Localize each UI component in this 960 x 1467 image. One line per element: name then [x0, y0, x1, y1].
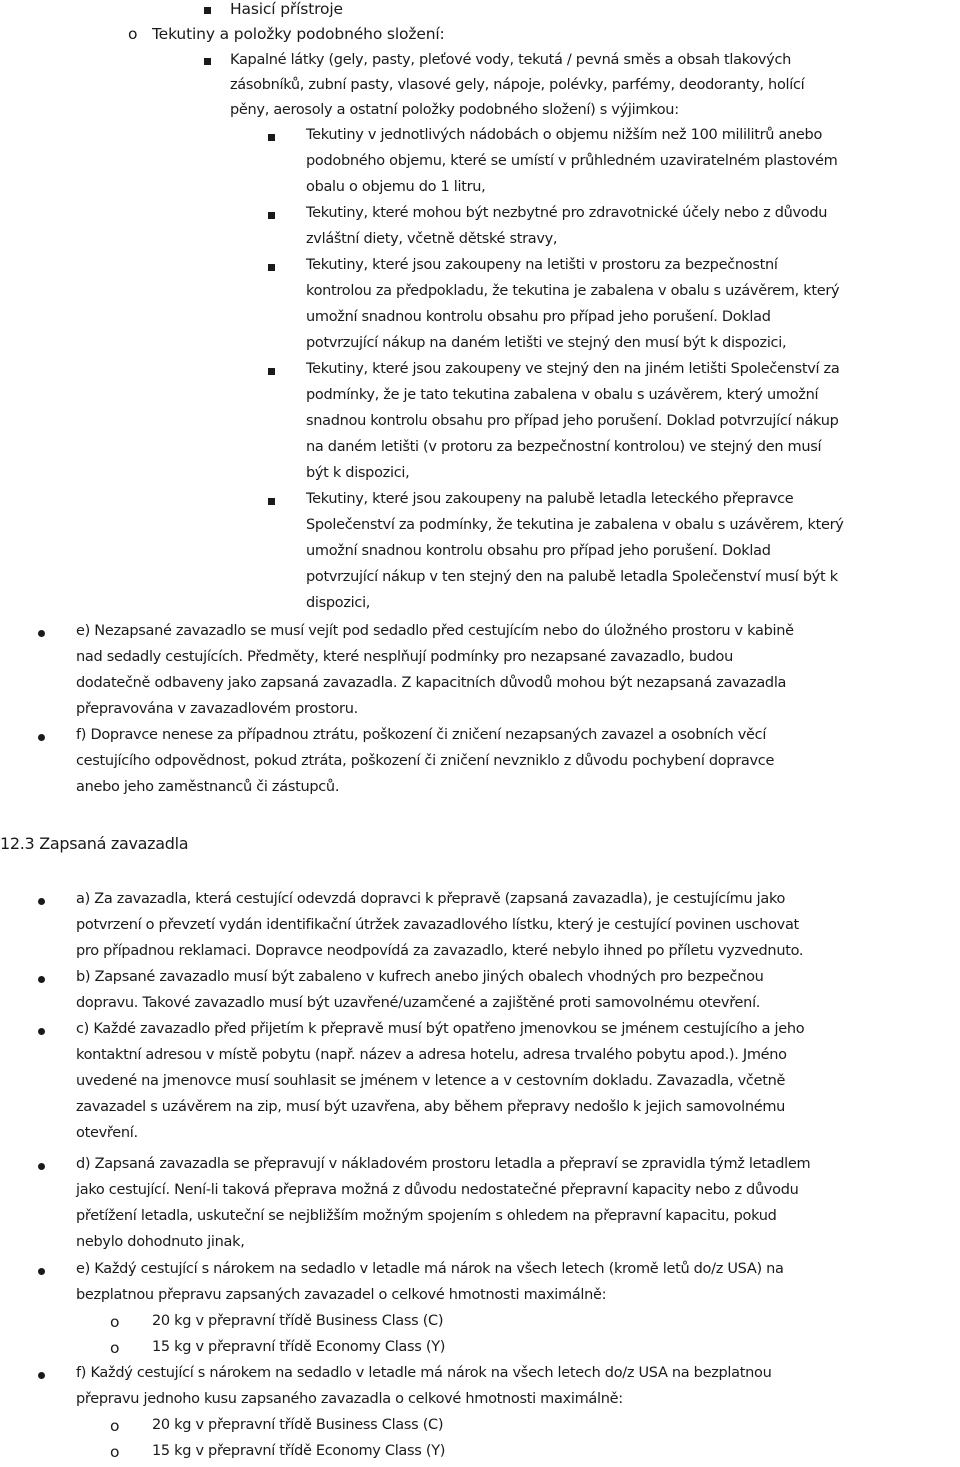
round-bullet-icon	[38, 630, 45, 637]
paragraph-line: anebo jeho zaměstnanců či zástupců.	[76, 779, 340, 795]
sub-list-item: 20 kg v přepravní třídě Business Class (C)	[152, 1417, 444, 1433]
list-item-text-line: dispozici,	[306, 595, 371, 611]
list-item-text-line: Tekutiny, které jsou zakoupeny na letišti v prostoru za bezpečnostní	[306, 257, 778, 273]
list-item-text-line: zásobníků, zubní pasty, vlasové gely, nápoje, polévky, parfémy, deodoranty, holící	[230, 77, 805, 93]
list-item-text-line: podobného objemu, které se umístí v průhledném uzaviratelném plastovém	[306, 153, 838, 169]
list-item-text-line: Tekutiny, které jsou zakoupeny ve stejný den na jiném letišti Společenství za	[306, 361, 840, 377]
paragraph-line: potvrzení o převzetí vydán identifikační útržek zavazadlového lístku, který je cestující povinen uschovat	[76, 917, 799, 933]
paragraph-line: f) Dopravce nenese za případnou ztrátu, poškození či zničení nezapsaných zavazel a osobních věcí	[76, 727, 767, 743]
paragraph-line: nebylo dohodnuto jinak,	[76, 1234, 245, 1250]
round-bullet-icon	[38, 734, 45, 741]
paragraph-line: bezplatnou přepravu zapsaných zavazadel o celkové hmotnosti maximálně:	[76, 1287, 607, 1303]
circle-bullet-icon: o	[110, 1443, 120, 1461]
round-bullet-icon	[38, 976, 45, 983]
list-item-text-line: Kapalné látky (gely, pasty, pleťové vody, tekutá / pevná směs a obsah tlakových	[230, 52, 792, 68]
paragraph-line: c) Každé zavazadlo před přijetím k přepravě musí být opatřeno jmenovkou se jménem cestujícího a jeho	[76, 1021, 805, 1037]
paragraph-line: e) Každý cestující s nárokem na sedadlo v letadle má nárok na všech letech (kromě letů do/z USA) na	[76, 1261, 784, 1277]
paragraph-line: kontaktní adresou v místě pobytu (např. název a adresa hotelu, adresa trvalého pobytu apod.). Jméno	[76, 1047, 787, 1063]
list-item-text-line: pěny, aerosoly a ostatní položky podobného složení) s výjimkou:	[230, 102, 679, 118]
list-item-text-line: potvrzující nákup v ten stejný den na palubě letadla Společenství musí být k	[306, 569, 838, 585]
round-bullet-icon	[38, 1372, 45, 1379]
circle-bullet-icon: o	[110, 1313, 120, 1331]
section-heading: 12.3 Zapsaná zavazadla	[0, 834, 189, 853]
round-bullet-icon	[38, 1268, 45, 1275]
list-item-text-line: umožní snadnou kontrolu obsahu pro případ jeho porušení. Doklad	[306, 543, 771, 559]
circle-bullet-icon: o	[110, 1417, 120, 1435]
square-bullet-icon	[268, 264, 275, 271]
paragraph-line: přepravu jednoho kusu zapsaného zavazadla o celkové hmotnosti maximálně:	[76, 1391, 623, 1407]
list-item-text-line: být k dispozici,	[306, 465, 410, 481]
paragraph-line: a) Za zavazadla, která cestující odevzdá dopravci k přepravě (zapsaná zavazadla), je cestujícímu jako	[76, 891, 786, 907]
paragraph-line: přepravována v zavazadlovém prostoru.	[76, 701, 358, 717]
list-item-text-line: podmínky, že je tato tekutina zabalena v obalu s uzávěrem, který umožní	[306, 387, 819, 403]
circle-bullet-icon: o	[110, 1339, 120, 1357]
paragraph-line: jako cestující. Není-li taková přeprava možná z důvodu nedostatečné přepravní kapacity nebo z důvodu	[76, 1182, 799, 1198]
round-bullet-icon	[38, 898, 45, 905]
sub-list-item: 15 kg v přepravní třídě Economy Class (Y)	[152, 1443, 446, 1459]
paragraph-line: zavazadel s uzávěrem na zip, musí být uzavřena, aby během přepravy nedošlo k jejich samovolnému	[76, 1099, 786, 1115]
list-item-text-line: snadnou kontrolu obsahu pro případ jeho porušení. Doklad potvrzující nákup	[306, 413, 839, 429]
paragraph-line: přetížení letadla, uskuteční se nejbližším možným spojením s ohledem na přepravní kapacitu, pokud	[76, 1208, 777, 1224]
list-item-text-line: umožní snadnou kontrolu obsahu pro případ jeho porušení. Doklad	[306, 309, 771, 325]
paragraph-line: dopravu. Takové zavazadlo musí být uzavřené/uzamčené a zajištěné proti samovolnému otevření.	[76, 995, 761, 1011]
square-bullet-icon	[268, 368, 275, 375]
paragraph-line: otevření.	[76, 1125, 138, 1141]
paragraph-line: e) Nezapsané zavazadlo se musí vejít pod sedadlo před cestujícím nebo do úložného prostoru v kabině	[76, 623, 794, 639]
paragraph-line: nad sedadly cestujících. Předměty, které nesplňují podmínky pro nezapsané zavazadlo, budou	[76, 649, 733, 665]
circle-bullet-icon: o	[128, 25, 138, 43]
square-bullet-icon	[204, 7, 211, 14]
round-bullet-icon	[38, 1163, 45, 1170]
list-item-text-line: Tekutiny, které jsou zakoupeny na palubě letadla leteckého přepravce	[306, 491, 794, 507]
list-item-text-line: Tekutiny v jednotlivých nádobách o objemu nižším než 100 mililitrů anebo	[306, 127, 823, 143]
paragraph-line: b) Zapsané zavazadlo musí být zabaleno v kufrech anebo jiných obalech vhodných pro bezpečnou	[76, 969, 764, 985]
square-bullet-icon	[268, 498, 275, 505]
list-item-text-line: potvrzující nákup na daném letišti ve stejný den musí být k dispozici,	[306, 335, 787, 351]
paragraph-line: uvedené na jmenovce musí souhlasit se jménem v letence a v cestovním dokladu. Zavazadla, včetně	[76, 1073, 786, 1089]
list-item-fire-extinguishers: Hasicí přístroje	[230, 0, 343, 18]
square-bullet-icon	[268, 134, 275, 141]
list-item-text-line: kontrolou za předpokladu, že tekutina je zabalena v obalu s uzávěrem, který	[306, 283, 840, 299]
paragraph-line: pro případnou reklamaci. Dopravce neodpovídá za zavazadlo, které nebylo ihned po příletu vyzvednuto.	[76, 943, 804, 959]
list-item-text-line: Tekutiny, které mohou být nezbytné pro zdravotnické účely nebo z důvodu	[306, 205, 828, 221]
list-item-text-line: obalu o objemu do 1 litru,	[306, 179, 486, 195]
list-item-text-line: zvláštní diety, včetně dětské stravy,	[306, 231, 558, 247]
square-bullet-icon	[204, 58, 211, 65]
list-item-liquids: Tekutiny a položky podobného složení:	[152, 25, 445, 43]
paragraph-line: d) Zapsaná zavazadla se přepravují v nákladovém prostoru letadla a přepraví se zpravidla týmž letadlem	[76, 1156, 811, 1172]
list-item-text-line: Společenství za podmínky, že tekutina je zabalena v obalu s uzávěrem, který	[306, 517, 844, 533]
paragraph-line: f) Každý cestující s nárokem na sedadlo v letadle má nárok na všech letech do/z USA na bezplatnou	[76, 1365, 772, 1381]
list-item-text-line: na daném letišti (v protoru za bezpečnostní kontrolou) ve stejný den musí	[306, 439, 822, 455]
paragraph-line: dodatečně odbaveny jako zapsaná zavazadla. Z kapacitních důvodů mohou být nezapsaná zavazadla	[76, 675, 787, 691]
sub-list-item: 20 kg v přepravní třídě Business Class (C)	[152, 1313, 444, 1329]
round-bullet-icon	[38, 1028, 45, 1035]
square-bullet-icon	[268, 212, 275, 219]
paragraph-line: cestujícího odpovědnost, pokud ztráta, poškození či zničení nevzniklo z důvodu pochybení dopravce	[76, 753, 775, 769]
sub-list-item: 15 kg v přepravní třídě Economy Class (Y)	[152, 1339, 446, 1355]
